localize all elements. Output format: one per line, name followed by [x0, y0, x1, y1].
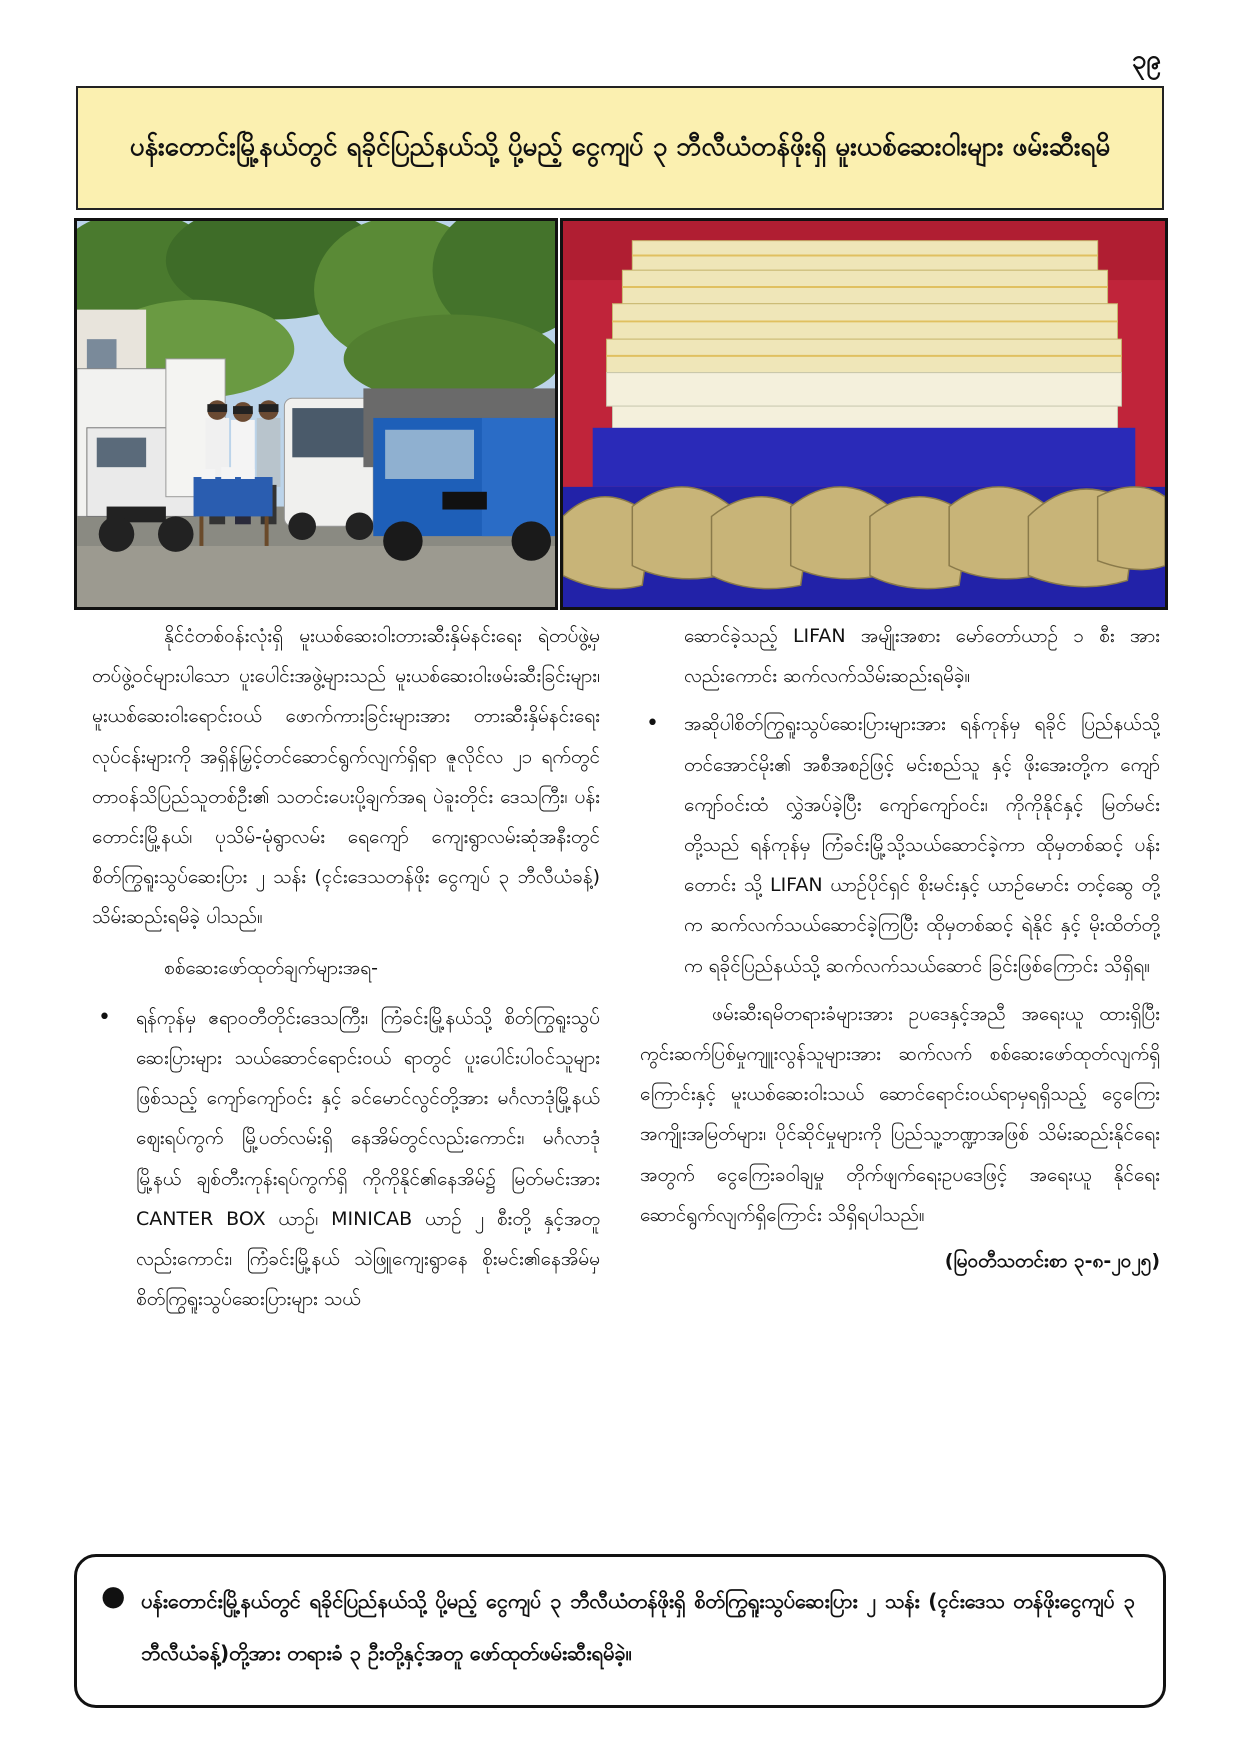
findings-heading: စစ်ဆေးဖော်ထုတ်ချက်များအရ-	[164, 956, 378, 979]
headline: ပန်းတောင်းမြို့နယ်တွင် ရခိုင်ပြည်နယ်သို့ ပို့မည့် ငွေကျပ် ၃ ဘီလီယံတန်ဖိုးရှိ မူးယစ်ဆေးဝါးများ ဖမ်းဆီးရမိ	[129, 132, 1111, 163]
bullet-icon: ●	[101, 1579, 126, 1612]
page-number: ၃၉	[1131, 45, 1161, 75]
finding-bullet-1-continued: ဆောင်ခဲ့သည့် LIFAN အမျိုးအစား မော်တော်ယာဉ် ၁ စီး အားလည်းကောင်း ဆက်လက်သိမ်းဆည်းရမိခဲ့။	[684, 625, 1160, 688]
intro-paragraph: နိုင်ငံတစ်ဝန်းလုံးရှိ မူးယစ်ဆေးဝါးတားဆီးနှိမ်နင်းရေး ရဲတပ်ဖွဲ့မှ တပ်ဖွဲ့ဝင်များပါသော ပူးပေါင်းအဖွဲ့များသည် မူးယစ်ဆေးဝါးဖမ်းဆီးခြင်းများ၊ မူးယစ်ဆေးဝါးရောင်းဝယ် ဖောက်ကားခြင်းများအား တားဆီးနှိမ်နင်းရေးလုပ်ငန်းများကို အရှိန်မြှင့်တင်ဆောင်ရွက်လျက်ရှိရာ ဇူလိုင်လ ၂၁ ရက်တွင် တာဝန်သိပြည်သူတစ်ဦး၏ သတင်းပေးပို့ချက်အရ ပဲခူးတိုင်း ဒေသကြီး၊ ပန်းတောင်းမြို့နယ်၊ ပုသိမ်-မုံရွာလမ်း ရေကျော် ကျေးရွာလမ်းဆုံအနီးတွင် စိတ်ကြွရူးသွပ်ဆေးပြား ၂ သန်း (ၚင်းဒေသတန်ဖိုး ငွေကျပ် ၃ ဘီလီယံခန့်) သိမ်းဆည်းရမိခဲ့ ပါသည်။	[92, 625, 600, 929]
headline-box	[76, 86, 1164, 210]
finding-bullet-1: • ရန်ကုန်မှ ဧရာဝတီတိုင်းဒေသကြီး၊ ကြံခင်းမြို့နယ်သို့ စိတ်ကြွရူးသွပ်ဆေးပြားများ သယ်ဆောင်ရောင်းဝယ် ရာတွင် ပူးပေါင်းပါဝင်သူများဖြစ်သည့် ကျော်ကျော်ဝင်း နှင့် ခင်မောင်လွင်တို့အား မင်္ဂလာဒုံမြို့နယ်ဈေးရပ်ကွက် မြို့ပတ်လမ်းရှိ နေအိမ်တွင်လည်းကောင်း၊ မင်္ဂလာဒုံ မြို့နယ် ချစ်တီးကုန်းရပ်ကွက်ရှိ ကိုကိုနိုင်၏နေအိမ်၌ မြတ်မင်းအား CANTER BOX ယာဉ်၊ MINICAB ယာဉ် ၂ စီးတို့ နှင့်အတူလည်းကောင်း၊ ကြံခင်းမြို့နယ် သဲဖြူကျေးရွာနေ စိုးမင်း၏နေအိမ်မှ စိတ်ကြွရူးသွပ်ဆေးပြားများ သယ်	[92, 998, 600, 1320]
left-column	[92, 616, 600, 1319]
finding-bullet-2: • အဆိုပါစိတ်ကြွရူးသွပ်ဆေးပြားများအား ရန်ကုန်မှ ရခိုင် ပြည်နယ်သို့ တင်အောင်မိုး၏ အစီအစဉ်ဖြင့် မင်းစည်သူ နှင့် ဖိုးအေးတို့က ကျော်ကျော်ဝင်းထံ လွှဲအပ်ခဲ့ပြီး ကျော်ကျော်ဝင်း၊ ကိုကိုနိုင်နှင့် မြတ်မင်းတို့သည် ရန်ကုန်မှ ကြံခင်းမြို့သို့သယ်ဆောင်ခဲ့ကာ ထိုမှတစ်ဆင့် ပန်းတောင်း သို့ LIFAN ယာဉ်ပိုင်ရှင် စိုးမင်းနှင့် ယာဉ်မောင်း တင့်ဆွေ တို့က ဆက်လက်သယ်ဆောင်ခဲ့ကြပြီး ထိုမှတစ်ဆင့် ရဲနိုင် နှင့် မိုးထိတ်တို့က ရခိုင်ပြည်နယ်သို့ ဆက်လက်သယ်ဆောင် ခြင်းဖြစ်ကြောင်း သိရှိရ။	[640, 704, 1160, 985]
summary-box	[74, 1554, 1166, 1708]
photo-vehicles	[74, 218, 558, 610]
summary-text: ပန်းတောင်းမြို့နယ်တွင် ရခိုင်ပြည်နယ်သို့ ပို့မည့် ငွေကျပ် ၃ ဘီလီယံတန်ဖိုးရှိ စိတ်ကြွရူးသွပ်ဆေးပြား ၂ သန်း (ၚင်းဒေသ တန်ဖိုးငွေကျပ် ၃ ဘီလီယံခန့်)တို့အား တရားခံ ၃ ဦးတို့နှင့်အတူ ဖော်ထုတ်ဖမ်းဆီးရမိခဲ့။	[141, 1589, 1135, 1665]
source-citation: (မြဝတီသတင်းစာ ၃-၈-၂၀၂၅)	[944, 1250, 1160, 1273]
photo-seized-drugs	[560, 218, 1168, 610]
right-column	[640, 616, 1160, 1281]
closing-paragraph: ဖမ်းဆီးရမိတရားခံများအား ဥပဒေနှင့်အညီ အရေးယူ ထားရှိပြီး ကွင်းဆက်ပြစ်မှုကျူးလွန်သူများအား ဆက်လက် စစ်ဆေးဖော်ထုတ်လျက်ရှိကြောင်းနှင့် မူးယစ်ဆေးဝါးသယ် ဆောင်ရောင်းဝယ်ရာမှရရှိသည့် ငွေကြေးအကျိုးအမြတ်များ၊ ပိုင်ဆိုင်မှုများကို ပြည်သူ့ဘဏ္ဍာအဖြစ် သိမ်းဆည်းနိုင်ရေး အတွက် ငွေကြေးခဝါချမှု တိုက်ဖျက်ရေးဥပဒေဖြင့် အရေးယူ နိုင်ရေး ဆောင်ရွက်လျက်ရှိကြောင်း သိရှိရပါသည်။	[640, 1002, 1160, 1226]
